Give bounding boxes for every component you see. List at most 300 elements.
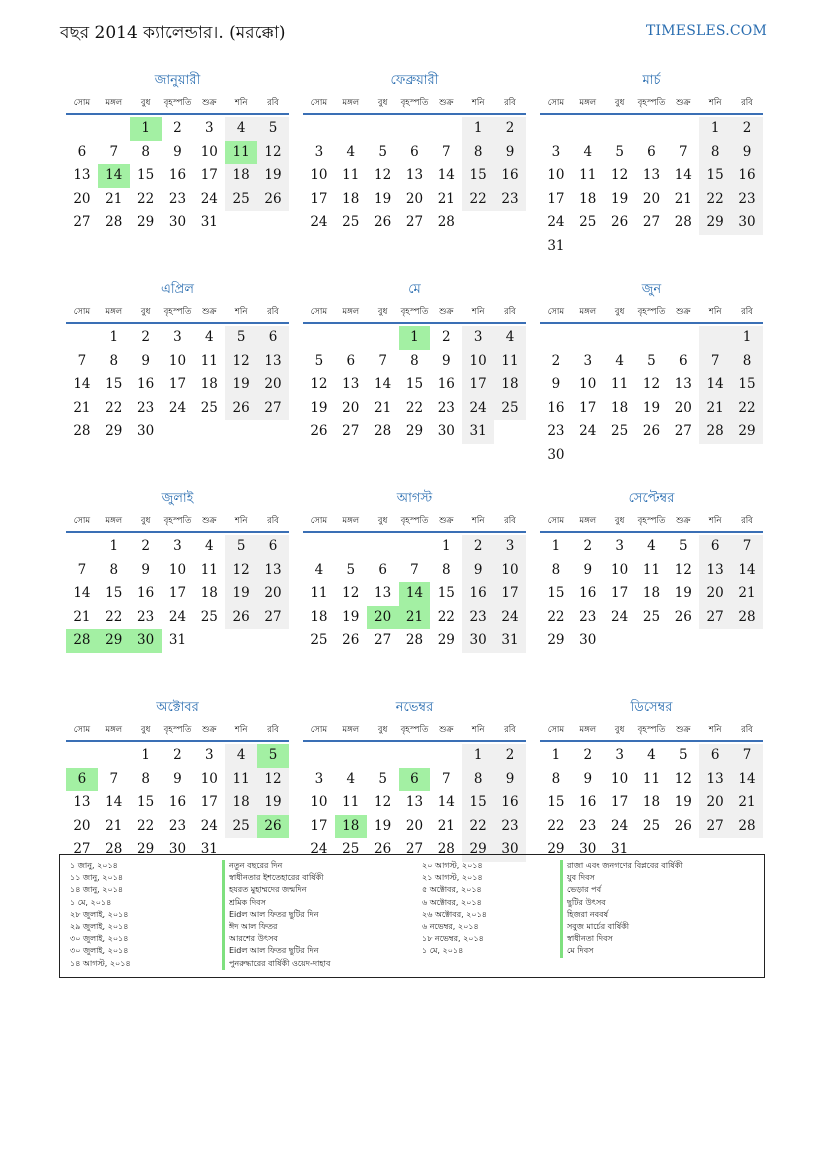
day-grid <box>66 535 289 653</box>
day-cell: 3 <box>462 326 494 350</box>
empty-cell <box>303 326 335 350</box>
day-cell: 29 <box>405 423 424 439</box>
weekday-label: সোম <box>73 725 91 735</box>
day-cell: 25 <box>494 397 526 421</box>
day-cell: 29 <box>699 211 731 235</box>
day-cell: 27 <box>257 397 289 421</box>
day-cell: 2 <box>731 117 763 141</box>
day-cell: 23 <box>168 817 187 834</box>
day-cell: 25 <box>579 214 597 230</box>
day-cell: 13 <box>674 376 692 392</box>
empty-cell <box>193 420 225 444</box>
day-grid <box>303 744 526 862</box>
day-cell: 10 <box>611 561 629 578</box>
weekday-label: শুক্র <box>439 516 454 526</box>
empty-cell <box>367 535 399 559</box>
legend-date: ২৯ জুলাই, ২০১৪ <box>70 921 129 931</box>
weekday-label: শনি <box>234 725 248 735</box>
day-cell: 14 <box>437 167 455 183</box>
day-cell: 16 <box>137 585 155 601</box>
day-cell: 5 <box>346 561 356 578</box>
day-cell: 10 <box>547 167 565 183</box>
weekday-label: সোম <box>73 307 91 317</box>
empty-cell <box>699 326 731 350</box>
weekday-label: রবি <box>741 307 753 317</box>
day-cell: 15 <box>437 585 455 601</box>
day-cell: 17 <box>462 373 494 397</box>
day-cell: 13 <box>257 559 289 583</box>
day-cell: 22 <box>105 399 123 416</box>
day-cell: 11 <box>200 561 218 578</box>
empty-cell <box>335 117 367 141</box>
day-cell: 26 <box>225 606 257 630</box>
day-cell: 8 <box>410 352 419 369</box>
day-cell: 2 <box>494 117 526 141</box>
day-cell: 22 <box>462 188 494 212</box>
day-cell: 18 <box>642 585 661 601</box>
day-cell: 14 <box>731 559 763 583</box>
empty-cell <box>303 744 335 768</box>
day-cell: 30 <box>137 423 155 439</box>
day-cell: 12 <box>257 141 289 165</box>
day-cell: 26 <box>674 817 692 834</box>
day-cell: 10 <box>310 167 328 183</box>
empty-cell <box>667 326 699 350</box>
weekday-label: শুক্র <box>202 516 217 526</box>
day-cell: 24 <box>494 606 526 630</box>
day-cell: 26 <box>310 423 328 439</box>
weekday-label: রবি <box>741 516 753 526</box>
empty-cell <box>636 444 668 468</box>
day-cell: 28 <box>105 841 123 857</box>
empty-cell <box>462 211 494 235</box>
day-cell: 2 <box>141 538 150 554</box>
day-cell: 8 <box>462 768 494 792</box>
month-calendar <box>540 281 763 490</box>
day-cell: 2 <box>462 535 494 559</box>
day-cell: 21 <box>105 190 123 207</box>
day-cell: 10 <box>611 770 629 787</box>
weekday-label: সোম <box>547 307 565 317</box>
day-cell: 30 <box>547 446 565 463</box>
day-cell: 9 <box>173 770 182 787</box>
weekday-label: সোম <box>547 98 565 108</box>
day-cell: 25 <box>342 214 360 230</box>
weekday-label: মঙ্গল <box>579 725 597 735</box>
day-cell: 8 <box>442 561 451 578</box>
day-cell: 31 <box>494 629 526 653</box>
day-cell: 20 <box>405 190 424 207</box>
day-cell: 18 <box>342 190 360 207</box>
weekday-label: মঙ্গল <box>342 725 360 735</box>
page-title: বছর 2014 ক্যালেন্ডার।. (মরক্কো) <box>60 23 286 43</box>
day-cell: 6 <box>410 143 419 160</box>
empty-cell <box>66 117 98 141</box>
day-cell: 15 <box>699 164 731 188</box>
weekday-label: সোম <box>73 98 91 108</box>
day-cell: 11 <box>225 768 257 792</box>
empty-cell <box>494 211 526 235</box>
weekday-label: শুক্র <box>676 98 691 108</box>
day-cell: 11 <box>611 376 629 392</box>
weekday-header <box>540 720 763 742</box>
weekday-label: সোম <box>310 98 328 108</box>
weekday-label: রবি <box>504 98 516 108</box>
months-grid <box>66 72 762 908</box>
day-cell: 19 <box>257 164 289 188</box>
day-cell: 31 <box>462 420 494 444</box>
day-cell: 5 <box>257 117 289 141</box>
empty-cell <box>98 744 130 768</box>
day-cell: 23 <box>168 190 187 207</box>
month-calendar <box>540 490 763 699</box>
empty-cell <box>667 117 699 141</box>
legend-date: ১ জানু, ২০১৪ <box>70 861 118 870</box>
day-cell: 20 <box>405 817 424 834</box>
day-cell: 26 <box>374 214 392 230</box>
day-cell: 18 <box>200 585 218 601</box>
weekday-label: শুক্র <box>676 307 691 317</box>
day-cell: 26 <box>611 214 629 230</box>
weekday-label: শুক্র <box>439 725 454 735</box>
weekday-label: শুক্র <box>202 307 217 317</box>
legend-holiday-name: হিজরা নববর্ষ <box>560 909 683 921</box>
day-cell: 2 <box>583 538 593 554</box>
day-cell: 28 <box>105 214 123 230</box>
month-calendar <box>540 72 763 281</box>
day-cell: 1 <box>462 117 494 141</box>
day-cell: 29 <box>462 838 494 862</box>
day-cell: 24 <box>310 841 328 857</box>
month-title: অক্টোবর <box>156 700 199 715</box>
legend-date: ১৪ আগস্ট, ২০১৪ <box>70 958 131 968</box>
day-cell: 9 <box>442 352 451 369</box>
empty-cell <box>257 629 289 653</box>
day-cell: 25 <box>200 399 218 416</box>
day-cell: 24 <box>579 423 597 439</box>
legend-holiday-name: নতুন বছরের দিন <box>222 860 330 872</box>
empty-cell <box>667 235 699 259</box>
day-cell: 17 <box>200 794 218 810</box>
day-cell: 16 <box>579 585 597 601</box>
empty-cell <box>604 235 636 259</box>
weekday-label: বুধ <box>140 98 151 108</box>
day-cell: 25 <box>225 188 257 212</box>
day-cell: 19 <box>611 190 629 207</box>
day-cell: 6 <box>257 326 289 350</box>
day-cell: 14 <box>731 768 763 792</box>
day-cell: 4 <box>583 143 593 160</box>
day-cell: 1 <box>731 326 763 350</box>
day-cell: 22 <box>547 608 565 625</box>
day-cell: 26 <box>225 397 257 421</box>
weekday-label: বৃহস্পতি <box>400 98 429 108</box>
day-cell: 16 <box>168 794 187 810</box>
empty-cell <box>193 629 225 653</box>
day-cell: 15 <box>462 164 494 188</box>
weekday-label: বুধ <box>377 516 388 526</box>
day-cell: 28 <box>437 214 455 230</box>
day-grid <box>540 326 763 467</box>
day-cell: 5 <box>225 326 257 350</box>
day-cell: 18 <box>642 794 661 810</box>
weekday-label: বুধ <box>140 307 151 317</box>
empty-cell <box>699 444 731 468</box>
empty-cell <box>430 744 462 768</box>
day-cell: 9 <box>583 770 593 787</box>
day-cell: 10 <box>579 376 597 392</box>
weekday-label: শুক্র <box>202 725 217 735</box>
day-cell: 1 <box>399 326 431 350</box>
empty-cell <box>540 326 572 350</box>
day-cell: 30 <box>731 211 763 235</box>
weekday-label: রবি <box>267 307 279 317</box>
weekday-label: মঙ্গল <box>579 307 597 317</box>
month-calendar <box>66 72 289 281</box>
day-cell: 7 <box>109 143 119 160</box>
day-cell: 29 <box>105 423 123 439</box>
weekday-label: বৃহস্পতি <box>637 516 666 526</box>
day-cell: 7 <box>699 350 731 374</box>
day-cell: 13 <box>642 167 661 183</box>
day-cell: 8 <box>731 350 763 374</box>
legend-date: ১ মে, ২০১৪ <box>70 897 112 907</box>
day-cell: 24 <box>547 214 565 230</box>
day-cell: 21 <box>374 399 392 416</box>
weekday-label: মঙ্গল <box>579 516 597 526</box>
day-cell: 14 <box>73 585 91 601</box>
day-cell: 9 <box>731 141 763 165</box>
day-cell: 7 <box>442 143 451 160</box>
day-cell: 1 <box>109 538 119 554</box>
day-cell: 5 <box>378 143 387 160</box>
day-cell: 27 <box>342 423 360 439</box>
weekday-label: সোম <box>547 516 565 526</box>
day-cell: 2 <box>551 352 561 369</box>
day-cell: 28 <box>405 632 424 648</box>
weekday-label: শনি <box>471 307 485 317</box>
day-cell: 16 <box>579 794 597 810</box>
day-cell: 14 <box>105 794 123 810</box>
weekday-label: শনি <box>234 516 248 526</box>
day-cell: 24 <box>611 608 629 625</box>
day-cell: 8 <box>699 141 731 165</box>
day-cell: 13 <box>342 376 360 392</box>
month-title: জানুয়ারী <box>154 73 201 88</box>
day-cell: 28 <box>699 420 731 444</box>
day-cell: 18 <box>225 164 257 188</box>
weekday-label: রবি <box>504 725 516 735</box>
day-cell: 1 <box>551 538 561 554</box>
day-cell: 18 <box>579 190 597 207</box>
weekday-label: শনি <box>708 98 722 108</box>
day-cell: 3 <box>494 535 526 559</box>
empty-cell <box>604 326 636 350</box>
day-cell: 28 <box>66 629 98 653</box>
legend-holiday-name: আরশের উৎসব <box>222 933 330 945</box>
empty-cell <box>636 117 668 141</box>
day-cell: 12 <box>342 585 360 601</box>
day-cell: 4 <box>225 117 257 141</box>
empty-cell <box>162 420 194 444</box>
legend-dates-left <box>70 860 131 970</box>
day-cell: 3 <box>205 747 214 763</box>
empty-cell <box>636 629 668 653</box>
day-cell: 19 <box>257 791 289 815</box>
empty-cell <box>699 629 731 653</box>
day-grid <box>540 117 763 258</box>
site-link[interactable]: TIMESLES.COM <box>646 23 767 39</box>
day-cell: 12 <box>642 376 661 392</box>
day-cell: 5 <box>647 352 656 369</box>
weekday-label: বৃহস্পতি <box>637 725 666 735</box>
weekday-label: বৃহস্পতি <box>163 98 192 108</box>
day-cell: 17 <box>611 585 629 601</box>
day-cell: 9 <box>583 561 593 578</box>
day-cell: 27 <box>699 815 731 839</box>
day-cell: 11 <box>494 350 526 374</box>
day-cell: 15 <box>405 376 424 392</box>
day-cell: 5 <box>257 744 289 768</box>
day-cell: 3 <box>314 143 324 160</box>
legend-date: ৩০ জুলাই, ২০১৪ <box>70 946 129 956</box>
day-cell: 27 <box>405 214 424 230</box>
day-cell: 28 <box>437 841 455 857</box>
day-cell: 28 <box>731 606 763 630</box>
day-cell: 13 <box>699 559 731 583</box>
legend-dates-right <box>422 860 487 958</box>
day-cell: 7 <box>410 561 419 578</box>
day-cell: 24 <box>200 817 218 834</box>
weekday-label: বুধ <box>377 307 388 317</box>
day-cell: 6 <box>77 143 87 160</box>
day-cell: 31 <box>547 237 565 254</box>
day-cell: 16 <box>731 164 763 188</box>
empty-cell <box>367 326 399 350</box>
day-cell: 11 <box>310 585 328 601</box>
day-cell: 30 <box>494 838 526 862</box>
weekday-label: শনি <box>471 725 485 735</box>
day-cell: 12 <box>310 376 328 392</box>
month-calendar <box>66 281 289 490</box>
day-cell: 20 <box>642 190 661 207</box>
day-cell: 6 <box>257 535 289 559</box>
day-cell: 17 <box>547 190 565 207</box>
day-grid <box>540 535 763 653</box>
day-cell: 11 <box>342 794 360 810</box>
legend-date: ১৮ নভেম্বর, ২০১৪ <box>422 934 484 944</box>
weekday-label: রবি <box>267 98 279 108</box>
day-grid <box>303 326 526 444</box>
month-title: সেপ্টেম্বর <box>628 491 675 506</box>
day-cell: 4 <box>314 561 324 578</box>
month-title: জুলাই <box>161 491 194 506</box>
legend-date: ২০ আগস্ট, ২০১৪ <box>422 861 483 870</box>
weekday-label: মঙ্গল <box>105 98 123 108</box>
day-cell: 31 <box>200 214 218 230</box>
day-cell: 26 <box>257 188 289 212</box>
day-cell: 23 <box>462 606 494 630</box>
empty-cell <box>257 420 289 444</box>
weekday-header <box>66 93 289 115</box>
day-cell: 26 <box>257 815 289 839</box>
day-cell: 19 <box>374 817 392 834</box>
day-cell: 5 <box>225 535 257 559</box>
day-cell: 3 <box>173 329 182 345</box>
day-cell: 20 <box>367 606 399 630</box>
day-cell: 28 <box>374 423 392 439</box>
day-cell: 24 <box>168 399 187 416</box>
day-cell: 13 <box>257 350 289 374</box>
day-cell: 27 <box>73 214 91 230</box>
weekday-label: সোম <box>547 725 565 735</box>
day-cell: 17 <box>611 794 629 810</box>
day-cell: 20 <box>257 582 289 606</box>
weekday-label: শনি <box>234 307 248 317</box>
day-grid <box>66 744 289 862</box>
weekday-label: শুক্র <box>202 98 217 108</box>
day-cell: 27 <box>642 214 661 230</box>
day-cell: 4 <box>205 538 214 554</box>
empty-cell <box>335 326 367 350</box>
legend-date: ৫ অক্টোবর, ২০১৪ <box>422 885 482 895</box>
empty-cell <box>731 235 763 259</box>
day-cell: 19 <box>225 373 257 397</box>
day-cell: 12 <box>674 770 692 787</box>
day-cell: 21 <box>399 606 431 630</box>
day-cell: 2 <box>494 744 526 768</box>
legend-holiday-name: স্বাধীনতা দিবস <box>560 933 683 945</box>
day-grid <box>540 744 763 862</box>
weekday-header <box>540 302 763 324</box>
day-cell: 12 <box>225 350 257 374</box>
day-cell: 8 <box>551 561 561 578</box>
day-cell: 27 <box>674 423 692 439</box>
day-cell: 6 <box>679 352 688 369</box>
day-cell: 12 <box>257 768 289 792</box>
day-cell: 4 <box>647 538 656 554</box>
day-cell: 1 <box>699 117 731 141</box>
day-cell: 29 <box>137 214 155 230</box>
weekday-label: শুক্র <box>676 725 691 735</box>
day-cell: 22 <box>405 399 424 416</box>
day-cell: 29 <box>437 632 455 648</box>
legend-holiday-name: ছুটির উৎসব <box>560 897 683 909</box>
empty-cell <box>225 211 257 235</box>
legend-holiday-name: সবুজ মার্চের বার্ষিকী <box>560 921 683 933</box>
weekday-label: শনি <box>471 516 485 526</box>
day-cell: 6 <box>699 535 731 559</box>
day-cell: 22 <box>547 817 565 834</box>
day-cell: 25 <box>611 423 629 439</box>
day-cell: 10 <box>200 143 218 160</box>
day-cell: 8 <box>109 561 119 578</box>
day-cell: 10 <box>200 770 218 787</box>
legend-date: ৬ নভেম্বর, ২০১৪ <box>422 921 479 931</box>
day-cell: 16 <box>494 164 526 188</box>
weekday-label: বৃহস্পতি <box>163 725 192 735</box>
day-cell: 5 <box>615 143 624 160</box>
empty-cell <box>303 535 335 559</box>
weekday-label: বৃহস্পতি <box>400 725 429 735</box>
empty-cell <box>335 535 367 559</box>
day-grid <box>303 535 526 653</box>
day-cell: 18 <box>494 373 526 397</box>
day-cell: 11 <box>225 141 257 165</box>
day-cell: 13 <box>405 167 424 183</box>
day-cell: 20 <box>73 190 91 207</box>
day-cell: 21 <box>674 190 692 207</box>
